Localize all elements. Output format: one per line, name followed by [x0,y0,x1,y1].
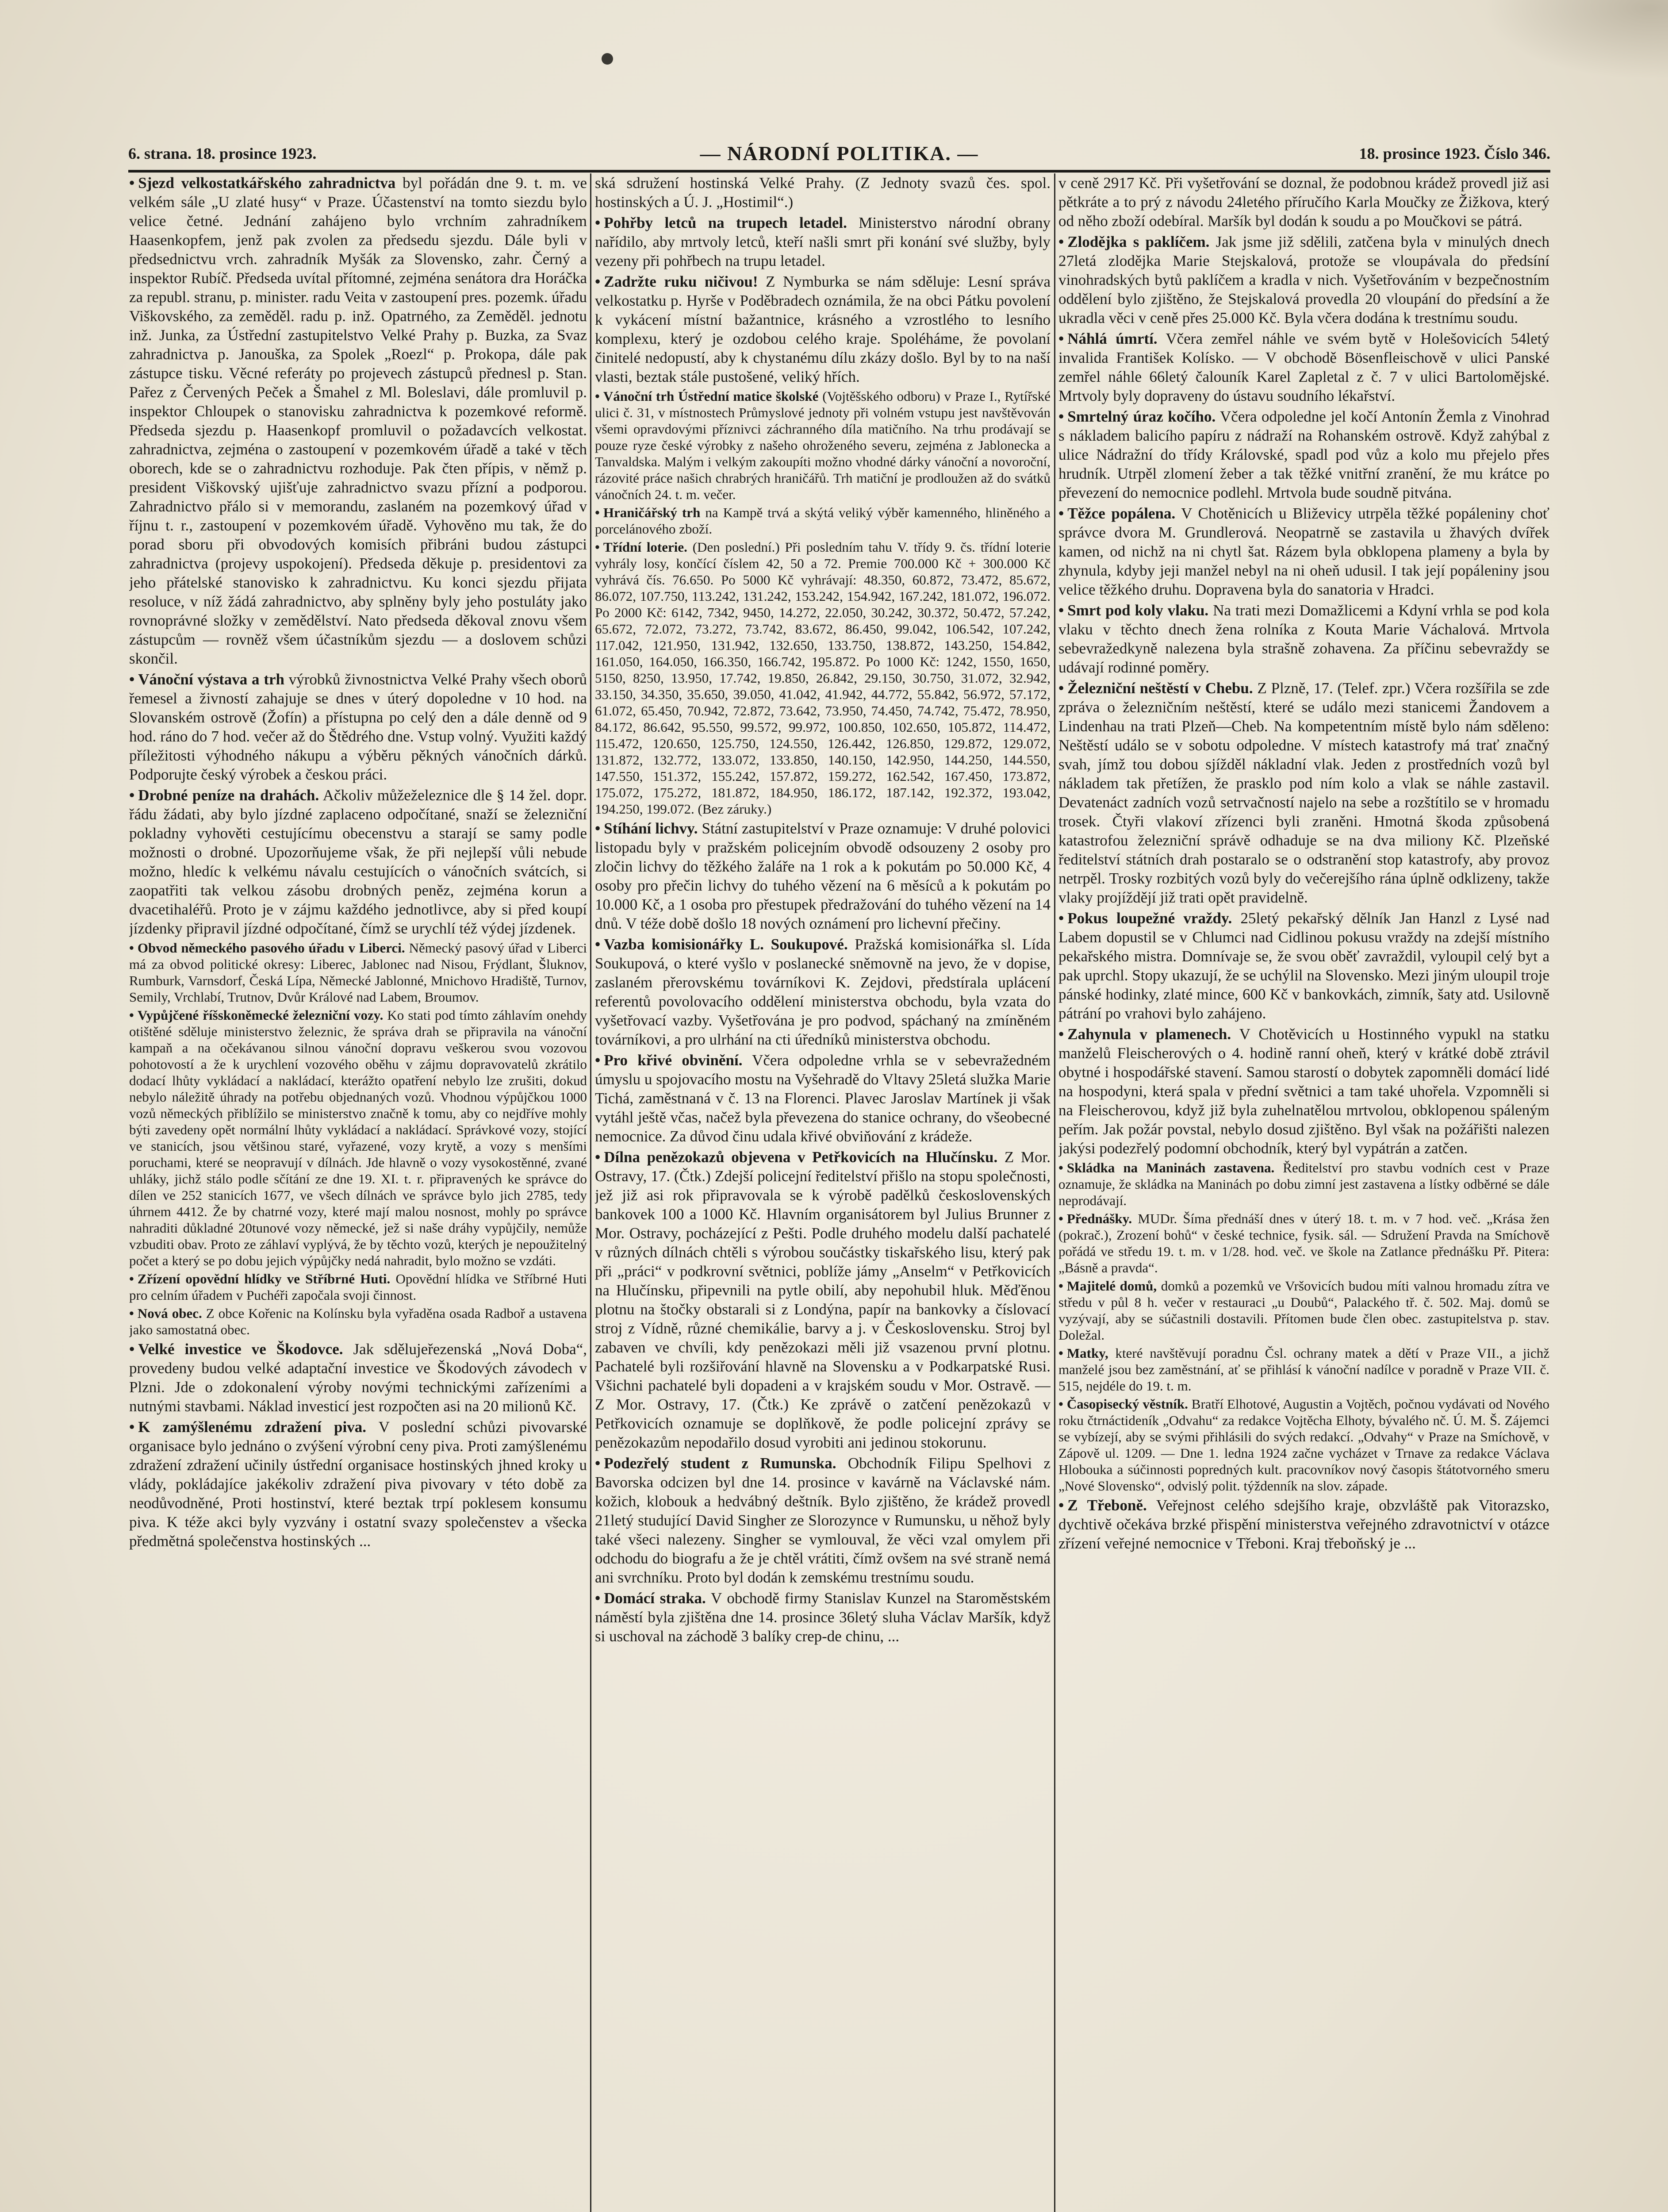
article-body: Veřejnost celého sdejšího kraje, obzvláště pak Vitorazsko, dychtivě očekáva brzké přispění ministerstva veřejného zdravotnictví v otázce zřízení veřejné nemocnice v Třeboni. Kraj třeboňský je ... [1058,1497,1549,1552]
bullet-icon: • [1058,505,1064,522]
bullet-icon: • [1058,1345,1063,1361]
article-headline: Vánoční trh Ústřední matice školské [603,388,819,404]
article [1058,329,1549,405]
article-headline: Přednášky. [1066,1211,1132,1226]
article-headline: Zlodějka s paklíčem. [1067,233,1210,250]
bullet-icon: • [129,1007,134,1023]
bullet-icon: • [595,1052,601,1069]
article [1058,407,1549,502]
article-headline: Třídní loterie. [603,539,687,555]
column-divider [1054,173,1055,2212]
article-headline: K zamýšlenému zdražení piva. [138,1418,366,1436]
article-body: výrobků živnostnictva Velké Prahy všech oborů řemesel a živností zahajuje se dnes v úterý dopoledne v 10 hod. na Slovanském ostrově (Žofín) a přístupna po celý den a dále denně od 9 hod. ráno do 7 hod. večer až do Štědrého dne. Vstup volný. Využiti každý příležitosti výhodného nákupu a výběru pěkných vánočních dárků. Podporujte český výrobek a českou práci. [129,671,587,783]
article-body: V obchodě firmy Stanislav Kunzel na Staroměstském náměstí byla zjištěna dne 14. prosince 36letý sluha Václav Maršík, když si uschoval na záchodě 3 balíky crep-de chinu, ... [595,1590,1051,1645]
bullet-icon: • [129,174,135,192]
article-body: ská sdružení hostinská Velké Prahy. (Z Jednoty svazů čes. spol. hostinských a Ú. J. „Hostimil“.) [595,174,1051,211]
bullet-icon: • [129,671,135,688]
article [595,213,1051,270]
article-body: MUDr. Šíma přednáší dnes v úterý 18. t. m. v 7 hod. več. „Krása žen (pokrač.), Zrození bohů“ v české technice, fysik. sál. — Sdružení Pravda na Smíchově pořádá ve středu 19. t. m. v 1/28. hod. več. ve škole na Zatlance přednášku Př. Pitera: „Básně a pravda“. [1058,1211,1549,1275]
bullet-icon: • [595,539,600,555]
article [595,539,1051,817]
article-body: Včera zemřel náhle ve svém bytě v Holešovicích 54letý invalida František Kolísko. — V obchodě Bösenfleischově v ulici Panské zemřel náhle 66letý čalouník Karel Zapletal z č. 7 v ulici Bartolomějské. Mrtvoly byly dopraveny do ústavu soudního lékařství. [1058,330,1549,404]
article-headline: Časopisecký věstník. [1066,1396,1188,1412]
article [595,935,1051,1049]
article [595,819,1051,933]
article-headline: Dílna penězokazů objevena v Petřkovicích na Hlučínsku. [604,1148,998,1166]
article-body: Z Mor. Ostravy, 17. (Čtk.) Zdejší policejní ředitelství přišlo na stopu společnosti, jež již asi rok připravovala se k výrobě padělků československých bankovek 100 a 1000 Kč. Hlavním organisátorem byl Julius Brunner z Mor. Ostravy, pocházející z Pešti. Podle druhého modelu další pachatelé v různých dílnách chtěli s výrobou součástky tiskařského lisu, který pak při „práci“ v podkrovní světnici, poblíže jámy „Anselm“ v Petřkovicích na Hlučínsku, připevnili na pytle obilí, aby nepohubil hluk. Měďěnou plotnu na štočky obstarali si z Londýna, papír na bankovky a číslovací stroj z Vídně, různé chemikálie, barvy a j. v Československu. Stroj byl zabaven ve chvíli, kdy penězokazi měli již vsazenou první plotnu. Pachatelé byli rozšiřování hlavně na Slovensku a v Podkarpatské Rusi. Všichni pachatelé byli dopadeni a v krajském soudu v Mor. Ostravě. — Z Mor. Ostravy, 17. (Čtk.) Ke zprávě o zatčení penězokazů v Petřkovicích oznamuje se doplňkově, že podle policejní zprávy se penězokazům nepodařilo dosud vyrobiti ani jedinou stokorunu. [595,1148,1051,1451]
bullet-icon: • [595,936,601,953]
header-rule [128,170,1550,173]
article [129,173,587,668]
article [595,1148,1051,1452]
article-body: Jak sdělujeřezenská „Nová Doba“, provedeny budou velké adaptační investice ve Škodových závodech v Plzni. Jde o zdokonalení výroby novými technickými zařízeními a nutnými stavbami. Náklad investicí jest rozpočten asi na 20 milionů Kč. [129,1340,587,1415]
bullet-icon: • [129,1418,135,1436]
bullet-icon: • [1058,1396,1063,1412]
article-body: Jak jsme již sdělili, zatčena byla v minulých dnech 27letá zlodějka Marie Stejskalová, protože se vloupávala do předsíní vinohradských bytů paklíčem a kradla v nich. Vyšetřováním v bezpečnostním oddělení bylo zjištěno, že Stejskalová provedla 20 vloupání do předsíní a že ukradla věci v ceně přes 25.000 Kč. Byla včera dodána k trestnímu soudu. [1058,233,1549,326]
paper-stain [1482,0,1668,80]
article [1058,1278,1549,1343]
article-body: V Chotěvicích u Hostinného vypukl na statku manželů Fleischerových o 4. hodině ranní oheň, který v krátké době ztrávil obytné i hospodářské stavení. Samou starostí o dobytek zapomněli domácí lidé na hospodyni, která spala v přední světnici a tam také uhořela. Vzpomněli si na Fleischerovou, když již byla zuhelnatělou mrtvolou, obklopenou spáleným peřím. Jak požár povstal, nebylo dosud zjištěno. Byl však na požářišti nalezen jakýsi podezřelý podomní obchodník, který byl vypátrán a zatčen. [1058,1025,1549,1157]
article-headline: Z Třeboně. [1067,1497,1147,1514]
article [129,1007,587,1269]
bullet-icon: • [129,787,135,804]
article [1058,232,1549,327]
article [129,670,587,784]
bullet-icon: • [1058,408,1064,425]
article-body: Z Plzně, 17. (Telef. zpr.) Včera rozšířila se zde zpráva o železničním neštěstí, které se událo mezi stanicemi Žandovem a Lindenhau na trati Plzeň—Cheb. Na kompetentním místě bylo nám sděleno: Neštěstí událo se v sobotu odpoledne. V místech katastrofy má trať značný svah, jímž tou dobou sjížděl nákladní vlak. Jeden z prostředních vozů byl nákladem tak přetížen, že prasklo pod ním kolo a vlak se náhle zastavil. Devatenáct zadních vozů setrvačností najelo na sebe a rozštítilo se v hromadu trosek. Čtyři vlakoví zřízenci byli zraněni. Hmotná škoda způsobená katastrofou železniční správě odhaduje se na dva miliony Kč. Plzeňské ředitelství státních drah postaralo se o odstranění stop katastrofy, aby provoz netrpěl. Trosky rozbitých vozů byly do večerejšího rána úplně odklizeny, takže vlaky projíždějí již trati opět pravidelně. [1058,680,1549,906]
masthead-title: — NÁRODNÍ POLITIKA. — [700,142,979,165]
article-body: Obchodník Filipu Spelhovi z Bavorska odcizen byl dne 14. prosince v kavárně na Václavské nám. kožich, klobouk a hedvábný deštník. Bylo zjištěno, že krádež provedl 21letý studující David Singher ze Slorozynce v Rumunsku, u něhož byly také všeci nalezeny. Singher se vymlouval, že věci vzal omylem při odchodu do biografu a že je chtěl vrátiti, čímž ovšem na své straně nemá ani svrchníku. Proto byl dodán k zemskému trestnímu soudu. [595,1455,1051,1586]
article-body: Pražská komisionářka sl. Lída Soukupová, o které vyšlo v poslanecké sněmovně na jevo, že v dopise, zaslaném přerovskému továrníkovi K. Zejdovi, předstírala uplácení referentů povolovacího oddělení ministerstva obchodu, byla vzata do vyšetřovací vazby. Vyšetřována je pro podvod, spáchaný na zmíněném továrníkovi, a pro ulrhání na cti úředníků ministerstva obchodu. [595,936,1051,1048]
article-body: Státní zastupitelství v Praze oznamuje: V druhé polovici listopadu byly v pražském policejním obvodě odsouzeny 2 osoby pro zločin lichvy do těžkého žaláře na 1 rok a k pokutám po 50.000 Kč, 4 osoby pro přečin lichvy do tuhého vězení na 6 měsíců a k pokutám po 10.000 Kč, a 1 osoba pro přestupek předražování do tuhého vězení na 14 dnů. V téže době došlo 18 nových oznámení pro lichevní přečiny. [595,820,1051,932]
article-headline: Železniční neštěstí v Chebu. [1067,680,1253,697]
column-divider [590,173,591,2212]
bullet-icon: • [129,1340,135,1358]
bullet-icon: • [595,505,600,520]
article [1058,173,1549,230]
article [129,940,587,1005]
article [1058,601,1549,677]
bullet-icon: • [1058,1025,1064,1043]
article-body: Německý pasový úřad v Liberci má za obvod politické okresy: Liberec, Jablonec nad Nisou, Frýdlant, Šluknov, Rumburk, Varnsdorf, Česká Lípa, Německé Jablonné, Mnichovo Hradiště, Turnov, Semily, Vrchlabí, Trutnov, Dvůr Králové nad Labem, Broumov. [129,940,587,1005]
article-headline: Skládka na Maninách zastavena. [1066,1160,1275,1175]
article-headline: Nová obec. [137,1306,202,1321]
bullet-icon: • [595,820,601,837]
article-body: Opovědní hlídka ve Stříbrné Huti pro celním úřadem v Puchéři započala svoji činnost. [129,1271,587,1303]
article-headline: Zadržte ruku ničivou! [604,273,758,290]
article-body: V poslední schůzi pivovarské organisace bylo jednáno o zvýšení výrobní ceny piva. Proti zamýšlenému zdražení zdražení učinily ústřední organisace hostinských jhned kroky u vlády, pokládajíce jakékoliv zdražení piva pivovary v této době za neodůvodněné, Proti hostinství, které beztak trpí poklesem konsumu piva. K téže akci byly vyzvány i ostatní svazy společenstev a všecka předmětná společenstva hostinských ... [129,1418,587,1550]
bullet-icon: • [595,1455,601,1472]
article [595,1454,1051,1587]
article [595,504,1051,537]
article [129,1340,587,1416]
article-body: na Kampě trvá a skýtá veliký výběr kamenného, hliněného a porcelánového zboží. [595,505,1051,537]
bullet-icon: • [595,1590,601,1607]
bullet-icon: • [1058,330,1064,347]
header-left: 6. strana. 18. prosince 1923. [128,145,317,162]
bullet-icon: • [595,388,600,404]
bullet-icon: • [1058,1211,1063,1226]
article-body: V Chotěnicích u Bliževicy utrpěla těžké popáleniny choť správce dvora M. Grundlerová. Neopatrně se zastavila u žhavých dvířek kamen, od nichž na ni chytl šat. Rázem byla obklopena plameny a byla by zhynula, kdyby jeji manžel nebyl na ni oheň udusil. I tak její popáleniny jsou velice těžkého druhu. Dopravena byla do sanatoria v Hradci. [1058,505,1549,598]
article [1058,1160,1549,1209]
header-right: 18. prosince 1923. Číslo 346. [1359,145,1550,162]
article-headline: Smrt pod koly vlaku. [1067,602,1209,619]
article [129,1305,587,1338]
article-body: Ačkoliv můžeželeznice dle § 14 žel. dopr. řádu žádati, aby bylo jízdné zaplaceno odpočítané, snaží se železniční pokladny vyhověti cestujícímu obecenstvu a starají se samy podle možnosti o drobné. Upozorňujeme však, že při nejlepší vůli nebude možno, hledíc k velkému návalu cestujících o vánočních svátcích, si zaopatřiti tak velkou zásobu drobných peněz, zejména korun a dvacetihaléřů. Proto je v zájmu každého jednotlivce, aby si před koupí jízdenky připravil jízdné odpočítané, čímž se urychlí též výdej jízdenek. [129,787,587,937]
article-headline: Hraničářský trh [603,505,701,520]
article-headline: Domácí straka. [604,1590,706,1607]
article-body: Včera odpoledne vrhla se v sebevražedném úmyslu u spojovacího mostu na Vyšehradě do Vltavy 25letá služka Marie Tichá, zaměstnaná v č. 13 na Florenci. Plavec Jaroslav Martínek ji však vytáhl ještě včas, načež byla převezena do stanice ochrany, do všeobecné nemocnice. Za důvod činu udala křivé obviňování z krádeže. [595,1052,1051,1145]
page-header [128,141,1550,168]
article-body: v ceně 2917 Kč. Při vyšetřování se doznal, že podobnou krádež provedl již asi pětkráte a to prý z návodu 24letého příručího Karla Moučky ze Žižkova, který od něho zboží odebíral. Maršík byl dodán k soudu a po Moučkovi se pátrá. [1058,174,1549,230]
article-headline: Smrtelný úraz kočího. [1067,408,1216,425]
bullet-icon: • [1058,910,1064,927]
article-body: Ředitelství pro stavbu vodních cest v Praze oznamuje, že skládka na Maninách po dobu zimní jest zastavena a lístky odběrné se dále neprodávají. [1058,1160,1549,1208]
column-3 [1058,173,1549,2212]
article-headline: Těžce popálena. [1067,505,1176,522]
article-headline: Pokus loupežné vraždy. [1067,910,1232,927]
article-headline: Vánoční výstava a trh [138,671,284,688]
column-2 [595,173,1051,2212]
article-headline: Podezřelý student z Rumunska. [604,1455,836,1472]
article-body: Bratří Elhotové, Augustin a Vojtěch, počnou vydávati od Nového roku čtrnáctideník „Odvahu“ za redakce Vojtěcha Elhoty, bývalého nč. Ú. M. Š. Zájemci se vybízejí, aby se svými přihlásili do svých redakcí. „Odvahy“ v Praze na Smíchově, v Zápově ul. 1209. — Dne 1. ledna 1924 začne vycházet v Trnave za redakce Václava Hlobouka a súčinnosti popredných kult. pracovníkov nový časopis štátotvorného smeru „Nové Slovensko“, odvislý polit. týždenník na slov. západe. [1058,1396,1549,1494]
article-headline: Sjezd velkostatkářského zahradnictva [138,174,396,192]
article-body: Ministerstvo národní obrany nařídilo, aby mrtvoly letců, kteří našli smrt při konání své služby, byly vezeny při pohřbech na trupu letadel. [595,214,1051,269]
article-body: 25letý pekařský dělník Jan Hanzl z Lysé nad Labem dopustil se v Chlumci nad Cidlinou pokusu vraždy na zdejší místního pekařského mistra. Domnívaje se, že svou oběť zavraždil, vyloupil celý byt a pak uprchl. Stopy ukazují, že se uchýlil na Slovensko. Mezi jiným uloupil troje pánské hodinky, zlaté mince, 600 Kč v bankovkách, zimník, šaty atd. Usilovně pátrání po vrahovi bylo zahájeno. [1058,910,1549,1022]
article [129,1271,587,1303]
article-body: Z Nymburka se nám sděluje: Lesní správa velkostatku p. Hyrše v Poděbradech oznámila, že na obci Pátku povolení k vykácení místní bažantnice, krásného a vzrostlého to lesního komplexu, který je ozdobou celého kraje. Spoléháme, že povolaní činitelé nedopustí, aby k chystanému dílu zkázy došlo. Byl by to na naší vlasti, beztak stále pustošené, veliký hřích. [595,273,1051,385]
bullet-icon: • [129,1271,134,1286]
bullet-icon: • [1058,1497,1064,1514]
article-headline: Drobné peníze na drahách. [138,787,319,804]
bullet-icon: • [595,273,601,290]
article-headline: Pohřby letců na trupech letadel. [604,214,847,231]
bullet-icon: • [595,214,601,231]
bullet-icon: • [1058,602,1064,619]
article [595,272,1051,386]
article-body: které navštěvují poradnu Čsl. ochrany matek a dětí v Praze VII., a jichž manželé jsou bez zaměstnání, ať se přihlásí k vánoční nadílce v poradně v Praze VII. č. 515, nejdéle do 19. t. m. [1058,1345,1549,1394]
article-headline: Vypůjčené říšskoněmecké železniční vozy. [137,1007,383,1023]
article [1058,504,1549,599]
article-headline: Stíhání lichvy. [604,820,698,837]
article-headline: Majitelé domů, [1066,1278,1157,1294]
bullet-icon: • [1058,680,1064,697]
article-headline: Zřízení opovědní hlídky ve Stříbrné Huti. [137,1271,391,1286]
article-body: (Vojtěšského odboru) v Praze I., Rytířské ulici č. 31, v místnostech Průmyslové jednoty při volném vstupu jest navštěvován všemi opravdovými příznivci záchranného díla matičního. Na trhu prodávají se pouze ryze české výrobky z našeho ohroženého severu, zejména z Jablonecka a Tanvaldska. Malým i velkým zakoupíti možno vhodné dárky vánoční a novoroční, rázovité práce našich chrabrých hraničářů. Trh matiční je prodloužen až do svátků vánočních 24. t. m. večer. [595,388,1051,502]
article [129,1417,587,1551]
article [1058,909,1549,1023]
article-body: domků a pozemků ve Vršovicích budou míti valnou hromadu zítra ve středu v půl 8 h. večer v restauraci „u Doubů“, Palackého tř. č. 502. Maj. domů se vyzývají, aby se súčastnili dostavili. Přítomen bude člen obec. zastupitelstva p. stav. Doležal. [1058,1278,1549,1343]
article [1058,1396,1549,1494]
column-1 [129,173,587,2212]
article-headline: Matky, [1066,1345,1108,1361]
bullet-icon: • [129,940,134,956]
bullet-icon: • [1058,1160,1063,1175]
article [1058,679,1549,907]
article [1058,1210,1549,1276]
article-body: Včera odpoledne jel kočí Antonín Žemla z Vinohrad s nákladem balicího papíru z nádraží na Rohanském ostrově. Když zahýbal z ulice Nádražní do třídy Královské, spadl pod vůz a kolo mu přejelo přes hrudník. Utrpěl zlomení žeber a tak těžké vnitřní zranění, že mu krátce po převezení do nemocnice podlehl. Mrtvola bude soudně pitvána. [1058,408,1549,501]
article-body: Na trati mezi Domažlicemi a Kdyní vrhla se pod kola vlaku v těchto dnech žena rolníka z Kouta Marie Váchalová. Mrtvola sebevražedkyně nalezena byla strašně zohavena. Za příčinu sebevraždy se udávají rodinné poměry. [1058,602,1549,676]
article-headline: Obvod německého pasového úřadu v Liberci. [137,940,405,956]
article [1058,1345,1549,1394]
article-body: Ko stati pod tímto záhlavím onehdy otištěné sděluje ministerstvo železnic, že správa drah se připravila na vánoční kampaň a na očekávanou silnou vánoční dopravu veškerou svou vozovou pohotovostí a že k urychlení vozového oběhu v zájmu dopravovatelů zkrátilo dodací lhůty vykládací a nakládací, kterážto opatření nebylo lze zrušiti, dokud nebylo náležitě úhrady na potřebu objednaných vozů. Vhodnou výpůjčkou 1000 vozů německých přiblížilo se ministerstvo značně k tomu, aby co nejdříve mohly býti zavedeny opět normální lhůty vykládací a nakládací. Správkové vozy, stojící ve stanicích, jsou většinou staré, vyřazené, vozy krytě, a vozy s menšími poruchami, které se neopravují v dílnách. Jde hlavně o vozy vysokostěnné, zvané uhláky, jichž stálo podle sčítání ze dne 19. XI. t. r. připravených ke správce do dílen ve 252 stanicích 1677, ve všech dílnách ve správce bylo jich 2785, tedy úhrnem 4412. Že by chatrné vozy, které mají malou nosnost, mohly po správce nahraditi důkladné 20tunové vozy německé, jež si naše dráhy vypůjčily, nemůže vzbuditi obav. Proto ze záhlaví vyplývá, že by těchto vozů, kterých je nepoužitelný počet a který se po dobu jejich výpůjčky nedá nahradit, bylo možno se vzdáti. [129,1007,587,1268]
article [595,1589,1051,1646]
article-headline: Náhlá úmrtí. [1067,330,1158,347]
article-body: Z obce Kořenic na Kolínsku byla vyřaděna osada Radboř a ustavena jako samostatná obec. [129,1306,587,1337]
bullet-icon: • [1058,233,1064,250]
article-headline: Pro křivé obvinění. [604,1052,743,1069]
article [595,388,1051,503]
bullet-icon: • [595,1148,601,1166]
article [1058,1025,1549,1158]
article-headline: Velké investice ve Škodovce. [138,1340,343,1358]
article-body: byl pořádán dne 9. t. m. ve velkém sále „U zlaté husy“ v Praze. Účastenství na tomto siezdu bylo velice četné. Jednání zahájeno bylo vrchním zahradníkem Haasenkopfem, jenž pak zvolen za předsedu sjezdu. Dále byli v předsednictvu vrch. zahradník Myšák za Slovensko, zahr. Černý a inspektor Rubíč. Předseda uvítal přítomné, zejména senátora dra Horáčka za republ. stranu, p. minister. radu Veita v zastoupení pres. pozemk. úřadu Viškovského, za zeměděl. radu p. inž. Opatrného, za Zeměděl. jednotu inž. Junka, za Ústřední zastupitelstvo Velké Prahy p. Buzka, za Svaz zahradnictva p. Janouška, za Spolek „Roezl“ p. Prokopa, dále pak zástupce tisku. Věcné referáty po projevech zástupců přednesl p. Stan. Pařez z Červených Peček a Šmahel z Ml. Boleslavi, dále promluvil p. inspektor Chloupek o stanovisku zahradnictva k pozemkové reformě. Předseda sjezdu p. Haasenkopf promluvil o požadavcích velkostat. zahradnictva, zejména o zastoupení v pozemkovém úřadě a také v těch oborech, kde se o zahradnictvu rozhoduje. Pak čten přípis, v němž p. president Viškovský ujišťuje zahradnictvo svazu přízní a podporou. Zahradnictvo přálo si v memorandu, zaslaném na pozemkový úřad v říjnu t. r., zastoupení v pozemkovém úřadě. Vyhověno mu tak, že do porad sboru při obvodových komisích přibráni budou zástupci zahradnictva (projevy uspokojení). Předseda děkuje p. presidentovi za jeho přátelské stanovisko k zahradnictvu. Ku konci sjezdu přijata resoluce, v níž žádá zahradnictvo, aby splněny byly jeho postuláty jako rovnoprávné složky v zemědělství. Nato předseda děkoval znovu všem zástupcům — rovněž všem účastníkům sjezdu — a doslovem schůzi skončil. [129,174,587,667]
article-headline: Vazba komisionářky L. Soukupové. [604,936,848,953]
article-body: (Den poslední.) Při posledním tahu V. třídy 9. čs. třídní loterie vyhrály losy, končící číslem 42, 50 a 72. Premie 700.000 Kč + 300.000 Kč vyhrává čís. 76.650. Po 5000 Kč vyhrávají: 48.350, 60.872, 73.472, 85.672, 86.072, 107.750, 113.242, 131.242, 153.242, 154.942, 167.242, 181.072, 196.072. Po 2000 Kč: 6142, 7342, 9450, 14.272, 22.050, 30.242, 30.372, 50.472, 57.242, 65.672, 72.072, 73.272, 73.742, 83.672, 86.450, 99.042, 106.542, 107.242, 117.042, 121.950, 131.942, 132.650, 133.750, 138.872, 143.250, 154.842, 161.050, 164.050, 166.350, 166.742, 195.872. Po 1000 Kč: 1242, 1550, 1650, 5150, 8250, 13.950, 17.742, 19.850, 26.842, 29.150, 30.750, 31.072, 32.942, 33.150, 34.350, 35.650, 39.050, 41.042, 41.942, 44.772, 55.842, 56.972, 57.172, 61.072, 65.450, 70.942, 72.872, 73.642, 73.950, 74.450, 74.742, 75.472, 78.950, 84.172, 86.642, 95.550, 99.572, 99.972, 100.850, 102.650, 105.872, 114.472, 115.472, 120.650, 125.750, 124.550, 126.442, 126.850, 129.872, 129.072, 131.872, 132.772, 133.072, 133.850, 140.150, 142.950, 144.250, 144.550, 147.550, 151.372, 155.242, 157.872, 159.272, 162.542, 167.450, 173.872, 175.072, 175.272, 181.872, 184.950, 186.172, 187.142, 192.372, 193.042, 194.250, 199.072. (Bez záruky.) [595,539,1051,817]
bullet-icon: • [1058,1278,1063,1294]
punch-hole [602,53,613,65]
article [129,786,587,938]
article [595,1051,1051,1146]
article [595,173,1051,211]
bullet-icon: • [129,1306,134,1321]
article [1058,1496,1549,1553]
article-headline: Zahynula v plamenech. [1067,1025,1231,1043]
